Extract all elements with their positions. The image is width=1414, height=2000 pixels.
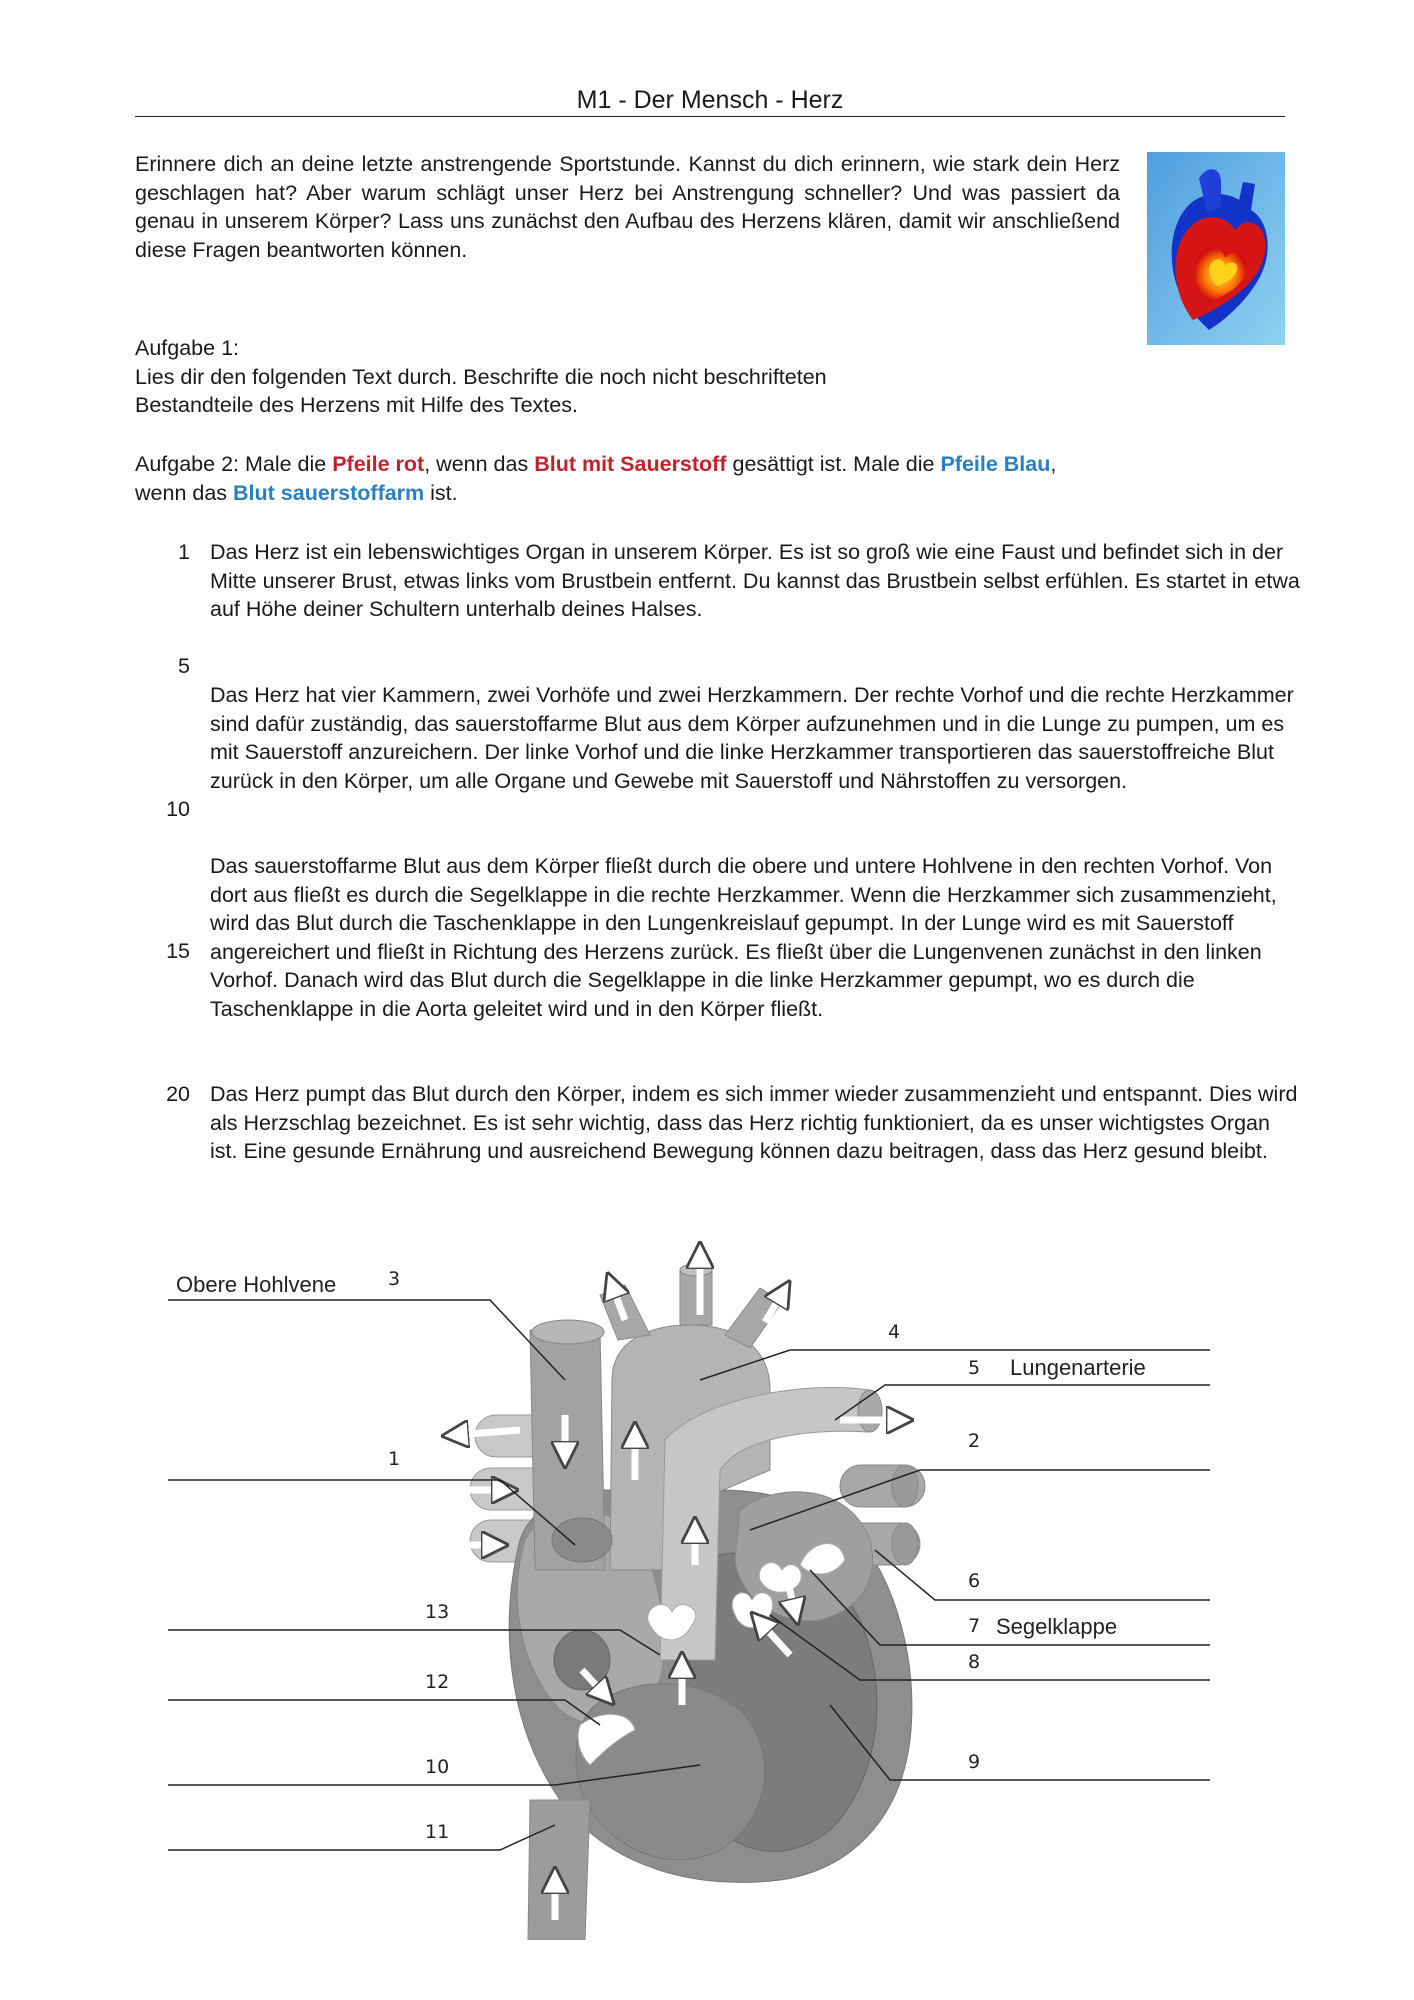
label-number-13: 13: [425, 1601, 450, 1623]
task-2-text: ,: [1050, 452, 1057, 476]
label-number-10: 10: [425, 1756, 450, 1778]
task-2-text: Aufgabe 2: Male die: [135, 452, 333, 476]
label-number-7: 7: [968, 1615, 981, 1637]
reading-paragraph: Das sauerstoffarme Blut aus dem Körper fließt durch die obere und untere Hohlvene in den rechten Vorhof. Von dort aus fließt es durch die Segelklappe in die rechte Herzkammer. Wenn die Herzkammer sich zusammenzieht, wird das Blut durch die Taschenklappe in den Lungenkreislauf gepumpt. In der Lunge wird es mit Sauerstoff angereichert und fließt in Richtung des Herzens zurück. Es fließt über die Lungenvenen zunächst in den linken Vorhof. Danach wird das Blut durch die Segelklappe in die linke Herzkammer gepumpt, wo es durch die Taschenklappe in die Aorta geleitet wird und in den Körper fließt.: [210, 854, 1277, 1021]
heart-diagram: [0, 1240, 1414, 1940]
task-2-text: gesättigt ist. Male die: [726, 452, 941, 476]
task-2-line-2: [135, 479, 1285, 508]
task-2-red-arrows: Pfeile rot: [332, 452, 425, 476]
header-divider: [135, 116, 1285, 117]
task-2: [135, 450, 1285, 507]
label-number-1: 1: [388, 1448, 401, 1470]
task-2-line-1: [135, 450, 1285, 479]
line-number: 15: [166, 939, 190, 963]
aortic-branch: [725, 1288, 782, 1348]
label-number-6: 6: [968, 1570, 981, 1592]
label-obere-hohlvene: Obere Hohlvene: [176, 1272, 337, 1297]
label-number-12: 12: [425, 1671, 450, 1693]
line-number: 20: [166, 1082, 190, 1106]
label-number-5: 5: [968, 1357, 981, 1379]
task-1-line-1: Lies dir den folgenden Text durch. Beschrifte die noch nicht beschrifteten: [135, 364, 827, 389]
label-number-4: 4: [888, 1321, 901, 1343]
task-2-text: ist.: [424, 480, 458, 505]
label-number-8: 8: [968, 1651, 981, 1673]
inferior-vena-cava: [528, 1800, 590, 1940]
reading-paragraph: Das Herz ist ein lebenswichtiges Organ in unserem Körper. Es ist so groß wie eine Faust und befindet sich in der Mitte unserer Brust, etwas links vom Brustbein entfernt. Du kannst das Brustbein selbst erfühlen. Es startet in etwa auf Höhe deiner Schultern unterhalb deines Halses.: [210, 540, 1300, 621]
task-1: [135, 334, 1135, 420]
reading-paragraph: Das Herz pumpt das Blut durch den Körper, indem es sich immer wieder zusammenzieht und entspannt. Dies wird als Herzschlag bezeichnet. Es ist sehr wichtig, dass das Herz richtig funktioniert, da es unser wichtigstes Organ ist. Eine gesunde Ernährung und ausreichend Bewegung können dazu beitragen, dass das Herz gesund bleibt.: [210, 1082, 1298, 1163]
task-2-blue-arrows: Pfeile Blau: [940, 452, 1051, 476]
heart-illustration: [1147, 152, 1285, 345]
task-1-line-2: Bestandteile des Herzens mit Hilfe des Textes.: [135, 393, 578, 417]
label-segelklappe: Segelklappe: [996, 1614, 1118, 1639]
task-1-title: Aufgabe 1:: [135, 336, 240, 360]
intro-paragraph: Erinnere dich an deine letzte anstrengende Sportstunde. Kannst du dich erinnern, wie stark dein Herz geschlagen hat? Aber warum schlägt unser Herz bei Anstrengung schneller? Und was passiert da genau in unserem Körper? Lass uns zunächst den Aufbau des Herzens klären, damit wir anschließend diese Fragen beantworten können.: [135, 152, 1120, 262]
label-number-3: 3: [388, 1268, 401, 1290]
task-2-text: , wenn das: [424, 452, 535, 476]
aortic-branch: [680, 1270, 712, 1325]
line-number: 5: [178, 654, 190, 678]
reading-paragraph: Das Herz hat vier Kammern, zwei Vorhöfe und zwei Herzkammern. Der rechte Vorhof und die rechte Herzkammer sind dafür zuständig, das sauerstoffarme Blut aus dem Körper aufzunehmen und in die Lunge zu pumpen, um es mit Sauerstoff anzureichern. Der linke Vorhof und die linke Herzkammer transportieren das sauerstoffreiche Blut zurück in den Körper, um alle Organe und Gewebe mit Sauerstoff und Nährstoffen zu versorgen.: [210, 683, 1294, 793]
page-title: M1 - Der Mensch - Herz: [576, 86, 844, 114]
label-number-2: 2: [968, 1430, 981, 1452]
line-number: 1: [178, 540, 190, 564]
task-2-text: wenn das: [135, 480, 234, 505]
task-2-deoxygenated-blood: Blut sauerstoffarm: [233, 480, 425, 505]
task-2-oxygenated-blood: Blut mit Sauerstoff: [534, 452, 727, 476]
label-number-11: 11: [425, 1821, 450, 1843]
label-number-9: 9: [968, 1751, 981, 1773]
label-lungenarterie: Lungenarterie: [1010, 1355, 1146, 1380]
line-number: 10: [166, 797, 190, 821]
